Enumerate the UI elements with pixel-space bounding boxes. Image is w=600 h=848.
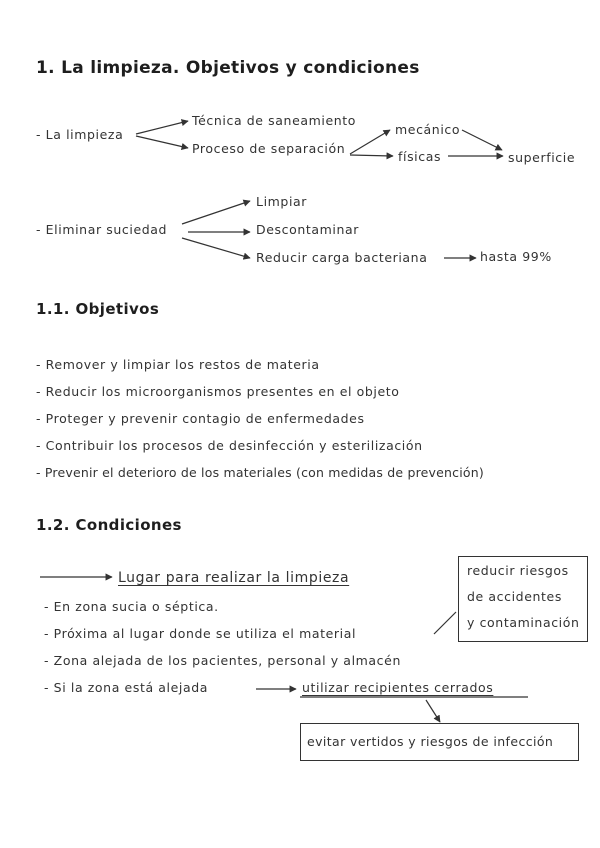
text-eliminar: - Eliminar suciedad (36, 222, 168, 237)
text-hasta: hasta 99% (480, 249, 552, 264)
objetivo-item: - Remover y limpiar los restos de materia (36, 357, 320, 372)
arrow (350, 155, 393, 156)
text-fisicas: físicas (398, 149, 442, 164)
text-limpiar: Limpiar (256, 194, 308, 209)
condicion-item: - Próxima al lugar donde se utiliza el material (44, 626, 357, 641)
box-line: reducir riesgos (467, 563, 569, 578)
arrow (426, 700, 440, 722)
arrow (136, 121, 188, 134)
text-proceso: Proceso de separación (192, 141, 346, 156)
arrow (136, 136, 188, 148)
objetivo-item: - Prevenir el deterioro de los materiales (con medidas de prevención) (36, 465, 484, 480)
box-line: de accidentes (467, 589, 562, 604)
objetivo-item: - Contribuir los procesos de desinfección y esterilización (36, 438, 423, 453)
arrow (462, 130, 502, 150)
text-descontaminar: Descontaminar (256, 222, 360, 237)
title-section-2: 1.1. Objetivos (36, 300, 160, 318)
title-section-3: 1.2. Condiciones (36, 516, 182, 534)
connector-line (434, 612, 456, 634)
objetivo-item: - Reducir los microorganismos presentes en el objeto (36, 384, 400, 399)
text-la-limpieza: - La limpieza (36, 127, 124, 142)
title-section-1: 1. La limpieza. Objetivos y condiciones (36, 58, 420, 78)
box-line: y contaminación (467, 615, 580, 630)
text-lugar: Lugar para realizar la limpieza (118, 570, 350, 586)
text-mecanico: mecánico (395, 122, 461, 137)
arrow (182, 201, 250, 224)
condicion-item: - En zona sucia o séptica. (44, 599, 219, 614)
arrow (350, 130, 390, 154)
box-line: evitar vertidos y riesgos de infección (307, 734, 554, 749)
text-utilizar: utilizar recipientes cerrados (302, 680, 494, 695)
condicion-item: - Si la zona está alejada (44, 680, 209, 695)
text-superficie: superficie (508, 150, 576, 165)
condicion-item: - Zona alejada de los pacientes, personal y almacén (44, 653, 401, 668)
text-tecnica: Técnica de saneamiento (192, 113, 357, 128)
objetivo-item: - Proteger y prevenir contagio de enfermedades (36, 411, 365, 426)
arrow (182, 238, 250, 258)
text-reducir: Reducir carga bacteriana (256, 250, 428, 265)
